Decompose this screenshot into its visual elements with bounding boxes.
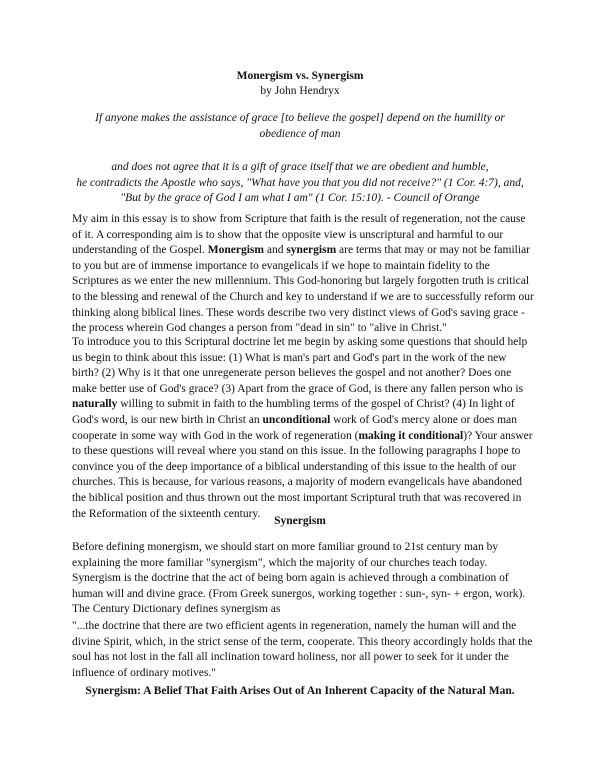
text-run: To introduce you to this Scriptural doctrine let me begin by asking some questions that should help us begin to think about this issue: (1) What is man's part and God's part in the work of the new birth? (2) Why is it that one unregenerate person believes the gospel and not another? Does one make better use of God's grace? (3) Apart from the grace of God, is there any fallen person who is (72, 336, 528, 395)
text-run: and (263, 244, 287, 257)
paragraph-intro (72, 212, 534, 337)
text-run: work of God's mercy alone or does man cooperate in some way with God in the work of regeneration ( (72, 413, 517, 442)
paragraph-dictionary-quote: "...the doctrine that there are two efficient agents in regeneration, namely the human will and the divine Spirit, which, in the strict sense of the term, cooperate. This theory accordingly holds that the soul has not lost in the fall all inclination toward holiness, nor all power to seek for it under the influence of ordinary motives." (72, 620, 533, 679)
document-title: Monergism vs. Synergism (236, 70, 364, 82)
term-monergism: Monergism (207, 244, 264, 257)
epigraph-part-2 (30, 160, 570, 207)
section-heading-belief: Synergism: A Belief That Faith Arises Out of An Inherent Capacity of the Natural Man. (85, 685, 515, 697)
epigraph-line: "But by the grace of God I am what I am" (1 Cor. 15:10). - Council of Orange (120, 192, 480, 204)
term-synergism: synergism (286, 244, 337, 257)
text-run: willing to submit in faith to the humbling terms of the gospel of Christ? (4) In light of God's word, is our new birth in Christ an (72, 398, 515, 426)
emphasis-unconditional: unconditional (262, 413, 331, 426)
paragraph-definition: Before defining monergism, we should start on more familiar ground to 21st century man by explaining the more familiar "synergism", which the majority of our churches teach today. Synergism is the doctrine that the act of being born again is achieved through a combination of human will and divine grace. (From Greek sunergos, working together : sun-, syn- + ergon, work). The Century Dictionary defines synergism as (72, 541, 526, 616)
emphasis-naturally: naturally (72, 398, 118, 411)
epigraph-line: and does not agree that it is a gift of grace itself that we are obedient and humble, (111, 161, 489, 173)
paragraph-questions (72, 335, 534, 522)
text-run: My aim in this essay is to show from Scripture that faith is the result of regeneration, not the cause of it. A corresponding aim is to show that the opposite view is unscriptural and harmful to our understanding of the Gospel. (72, 213, 526, 257)
emphasis-making-it-conditional: making it conditional (358, 429, 464, 442)
epigraph-line: he contradicts the Apostle who says, "What have you that you did not receive?" (1 Cor. 4:7), and, (76, 176, 524, 189)
section-heading-synergism: Synergism (274, 515, 326, 527)
document-author: by John Hendryx (260, 85, 340, 97)
text-run: are terms that may or may not be familiar to you but are of immense importance to evangelicals if we hope to maintain fidelity to the Scriptures as we enter the new millennium. This God-honoring but largely forgotten truth is critical to the blessing and renewal of the Church and key to understand if we are to successfully reform our thinking along biblical lines. These words describe two very distinct views of God's saving grace - the process wherein God changes a person from "dead in sin" to "alive in Christ." (72, 244, 534, 335)
text-run: )? Your answer to these questions will reveal where you stand on this issue. In the following paragraphs I hope to convince you of the deep importance of a biblical understanding of this issue to the health of our churches. This is because, for various reasons, a majority of modern evangelicals have abandoned the biblical position and thus thrown out the most important Scriptural truth that was recovered in the Reformation of the sixteenth century. (72, 429, 533, 520)
epigraph-part-1: If anyone makes the assistance of grace [to believe the gospel] depend on the humility or obedience of man (95, 112, 505, 140)
